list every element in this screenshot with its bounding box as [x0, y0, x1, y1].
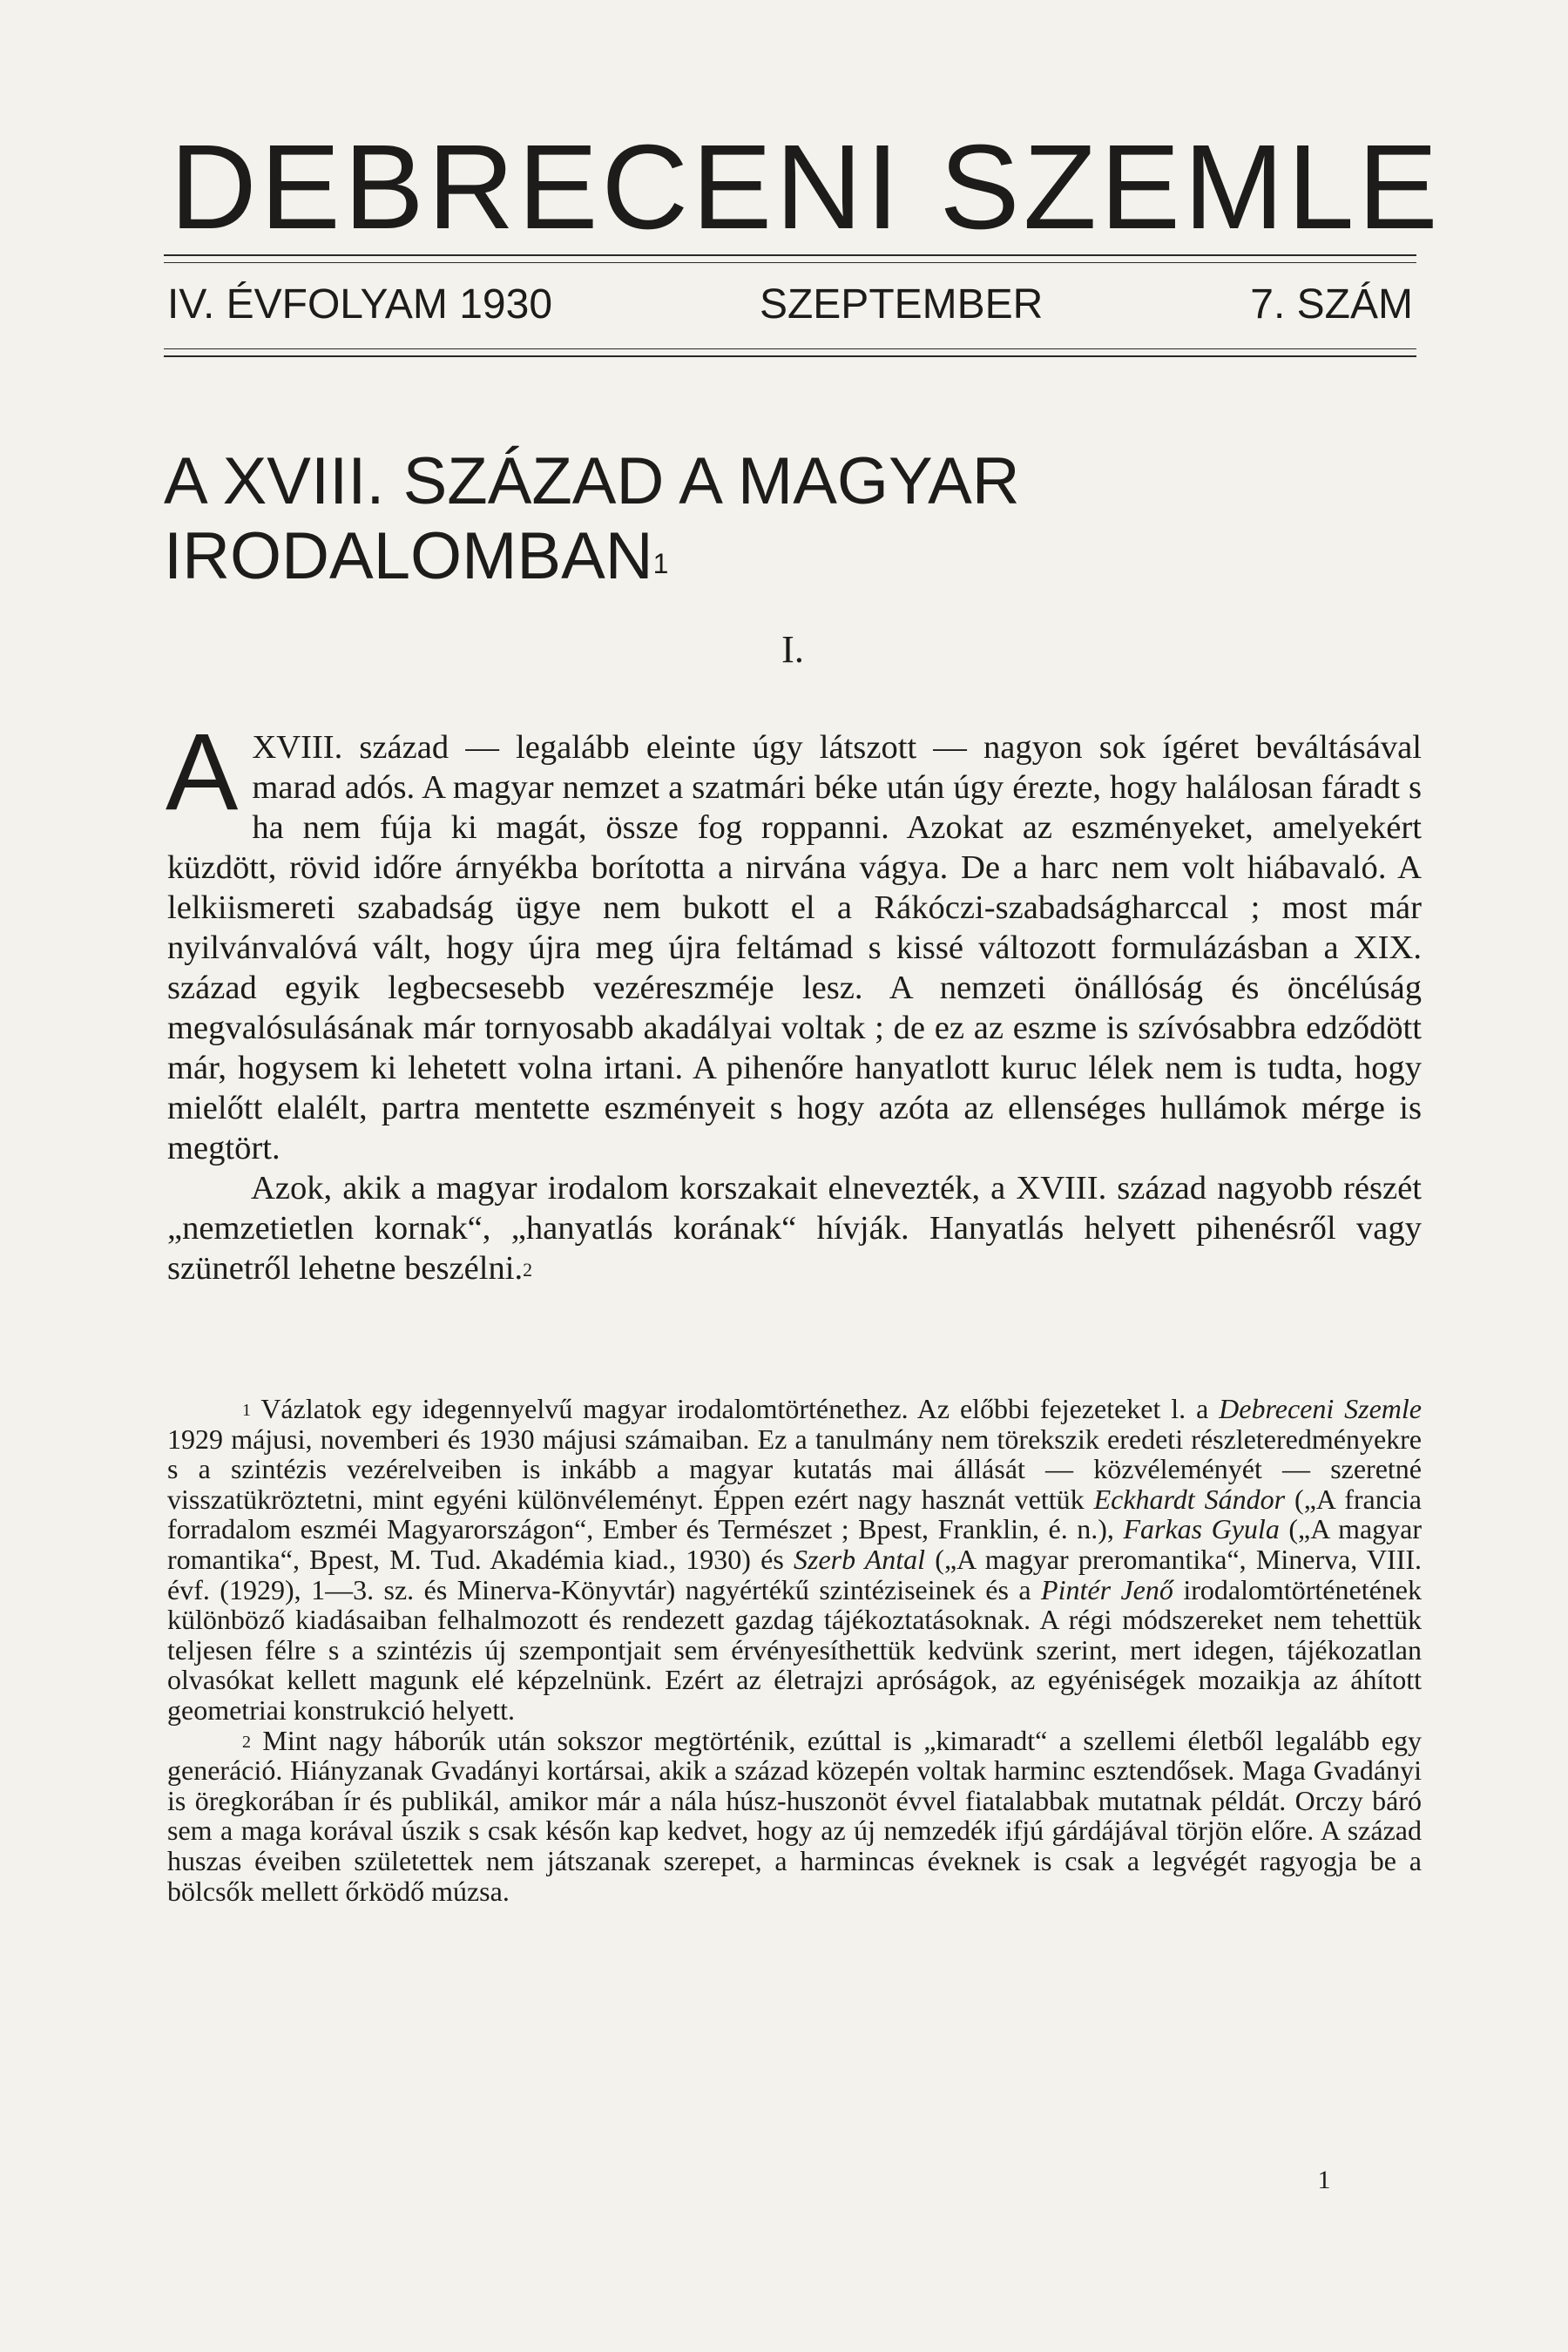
section-number: I.: [781, 628, 804, 671]
article-title: [164, 444, 1383, 594]
page-number: 1: [1317, 2166, 1331, 2194]
paragraph-2-footnote-ref: 2: [523, 1259, 533, 1281]
footnotes: [167, 1394, 1422, 1906]
paragraph-2-text: Azok, akik a magyar irodalom korszakait elnevezték, a XVIII. század nagyobb részét „nemzetietlen kornak“, „hanyatlás korának“ hívják. Hanyatlás helyett pihenésről vagy szünetről lehetne beszélni.: [167, 1170, 1422, 1287]
footnote-1-text-d: („A magyar romantika“, Bpest, M. Tud. Akadémia kiad., 1930) és: [167, 1513, 1423, 1575]
masthead-rule-top-thin: [164, 262, 1416, 263]
paragraph-2: [167, 1168, 1422, 1288]
footnote-2-mark: 2: [242, 1732, 251, 1752]
footnote-2: [167, 1726, 1422, 1907]
footnote-2-text: Mint nagy háborúk után sokszor megtörténik, ezúttal is „kimaradt“ a szellemi életből legalább egy generáció. Hiányzanak Gvadányi kortársai, akik a század közepén voltak harminc esztendősek. Maga Gvadányi is öregkorában ír és publikál, amikor már a nála húsz-huszonöt évvel fiatalabbak mutatnak példát. Orczy báró sem a maga korával úszik s csak későn kap kedvet, hogy az új nemzedék ifjú gárdájával törjön előre. A század huszas éveiben születettek nem játszanak szerepet, a harmincas éveknek is csak a legvégét ragyogja be a bölcsők mellett őrködő múzsa.: [167, 1724, 1422, 1907]
title-footnote-ref: 1: [652, 548, 669, 579]
paragraph-1: [166, 712, 1422, 1168]
volume-year: IV. ÉVFOLYAM 1930: [167, 281, 553, 328]
article-title-line-1: A XVIII. SZÁZAD A MAGYAR: [164, 444, 1020, 518]
article-body: [166, 712, 1422, 1288]
journal-masthead: DEBRECENI SZEMLE: [170, 120, 1442, 254]
footnote-1-text-a: Vázlatok egy idegennyelvű magyar irodalomtörténethez. Az előbbi fejezeteket l. a: [251, 1393, 1220, 1424]
footnote-1-author-farkas: Farkas Gyula: [1123, 1513, 1280, 1545]
masthead-rule-bottom: [164, 355, 1416, 357]
article-title-line-2-text: IRODALOMBAN: [164, 519, 653, 593]
footnote-1-journal: Debreceni Szemle: [1219, 1393, 1423, 1424]
article-title-line-2: [164, 519, 1383, 594]
footnote-1-author-szerb: Szerb Antal: [794, 1543, 926, 1575]
drop-cap: A: [166, 712, 239, 833]
masthead-rule-bottom-thin: [164, 348, 1416, 349]
footnote-1-text-e: („A magyar preromantika“, Minerva, VIII. évf. (1929), 1—3. sz. és Minerva-Könyvtár) nagyértékű szintéziseinek és a: [167, 1543, 1423, 1605]
footnote-1-author-pinter: Pintér Jenő: [1041, 1573, 1173, 1605]
footnote-1-text-b: 1929 májusi, novemberi és 1930 májusi számaiban. Ez a tanulmány nem törekszik eredeti részleteredményekre s a szintézis vezérelveiben is inkább a magyar kutatás mai állását — közvéleményét — szeretné visszatükröztetni, mint egyéni különvéleményt. Éppen ezért nagy hasznát vettük: [167, 1423, 1422, 1515]
issue-number: 7. SZÁM: [1250, 281, 1413, 328]
footnote-1-text-f: irodalomtörténetének különböző kiadásaiban felhalmozott és rendezett gazdag tájékoztatásoknak. A régi módszereket nem tehettük teljesen félre s a szintézis új szempontjait sem érvényesíthettük kedvünk szerint, mert idegen, tájékozatlan olvasókat kellett magunk elé képzelnünk. Ezért az életrajzi apróságok, az egyéniségek mozaikja az áhított geometriai konstrukció helyett.: [167, 1573, 1423, 1726]
issue-info-row: [167, 279, 1413, 331]
masthead-rule-top: [164, 254, 1416, 256]
paragraph-1-text: XVIII. század — legalább eleinte úgy látszott — nagyon sok ígéret beváltásával marad adós. A magyar nemzet a szatmári béke után úgy érezte, hogy halálosan fáradt s ha nem fúja ki magát, össze fog roppanni. Azokat az eszményeket, amelyekért küzdött, rövid időre árnyékba borította a nirvána vágya. De a harc nem volt hiábavaló. A lelkiismereti szabadság ügye nem bukott el a Rákóczi-szabadságharccal ; most már nyilvánvalóvá vált, hogy újra meg újra feltámad s kissé változott formulázásban a XIX. század egyik legbecsesebb vezéreszméje lesz. A nemzeti önállóság és öncélúság megvalósulásának már tornyosabb akadályai voltak ; de ez az eszme is szívósabbra edződött már, hogysem ki lehetett volna irtani. A pihenőre hanyatlott kuruc lélek nem is tudta, hogy mielőtt elalélt, partra mentette eszményeit s hogy azóta az ellenséges hullámok mérge is megtört.: [167, 729, 1422, 1166]
issue-month: SZEPTEMBER: [759, 281, 1044, 328]
footnote-1: [167, 1394, 1422, 1726]
footnote-1-text-c: („A francia forradalom eszméi Magyarországon“, Ember és Természet ; Bpest, Franklin, é. n.),: [167, 1483, 1423, 1545]
footnote-1-mark: 1: [242, 1401, 251, 1420]
footnote-1-author-eckhardt: Eckhardt Sándor: [1093, 1483, 1286, 1515]
